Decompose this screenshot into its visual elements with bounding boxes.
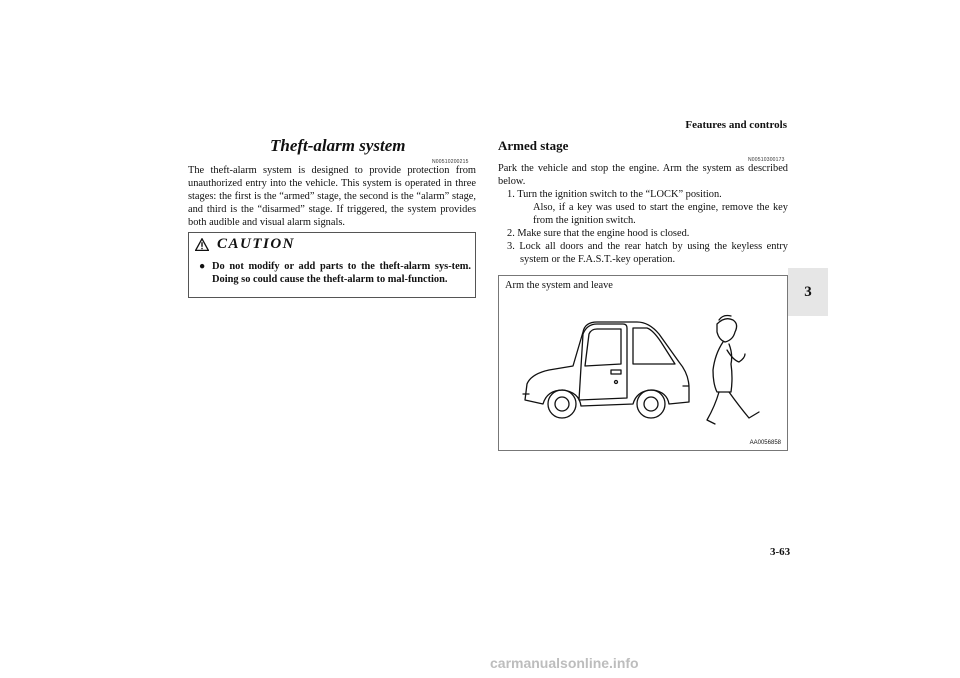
- person-head: [717, 319, 737, 342]
- car-rear-window: [633, 328, 675, 364]
- warning-triangle-icon: [195, 238, 209, 251]
- figure-arm-system: [498, 275, 788, 451]
- car-window: [585, 329, 621, 366]
- keyhole: [615, 381, 618, 384]
- chapter-tab: [788, 268, 828, 316]
- person-leg-front: [729, 392, 759, 418]
- step-1-text: 1. Turn the ignition switch to the “LOCK” position.: [507, 189, 722, 200]
- person-arm: [727, 350, 745, 362]
- door-handle: [611, 370, 621, 374]
- bullet-icon: ●: [199, 261, 206, 272]
- car-and-person-illustration: [519, 314, 769, 434]
- steps-list: [498, 188, 788, 266]
- figure-caption: Arm the system and leave: [505, 280, 613, 291]
- person-body: [713, 342, 732, 392]
- caution-box: [188, 232, 476, 298]
- step-2: [498, 227, 788, 240]
- reference-code-left: N00510200215: [432, 159, 469, 165]
- person-leg-back: [707, 392, 719, 424]
- reference-code-right: N00510300173: [748, 157, 785, 163]
- section-title-theft-alarm: Theft-alarm system: [270, 136, 406, 155]
- caution-item: [199, 260, 471, 286]
- caution-header: [195, 236, 295, 253]
- step-1: [498, 188, 788, 227]
- step-3: [498, 240, 788, 266]
- step-1-note: Also, if a key was used to start the engine, remove the key from the ignition switch.: [533, 202, 788, 226]
- front-wheel: [548, 390, 576, 418]
- step-2-text: 2. Make sure that the engine hood is closed.: [507, 228, 690, 239]
- section-header: Features and controls: [685, 119, 787, 131]
- car-door: [579, 324, 627, 400]
- theft-alarm-paragraph: The theft-alarm system is designed to provide protection from unauthorized entry into the vehicle. This system is operated in three stages: the first is the “armed” stage, the second is the “alarm” stage, and third is the “disarmed” stage. If triggered, the system provides both audible and visual alarm signals.: [188, 165, 476, 228]
- figure-code: AA0056858: [749, 440, 781, 446]
- step-3-text: 3. Lock all doors and the rear hatch by using the keyless entry system or the F.A.S.T.-key operation.: [507, 241, 788, 265]
- rear-wheel: [637, 390, 665, 418]
- armed-stage-paragraph: Park the vehicle and stop the engine. Arm the system as described below.: [498, 163, 788, 187]
- chapter-number: 3: [804, 283, 812, 300]
- caution-text: Do not modify or add parts to the theft-alarm sys-tem. Doing so could cause the theft-alarm to mal-function.: [212, 261, 471, 285]
- caution-title: CAUTION: [217, 236, 296, 252]
- section-title-armed-stage: Armed stage: [498, 138, 569, 153]
- page-number: 3-63: [770, 546, 791, 558]
- watermark: carmanualsonline.info: [490, 655, 639, 671]
